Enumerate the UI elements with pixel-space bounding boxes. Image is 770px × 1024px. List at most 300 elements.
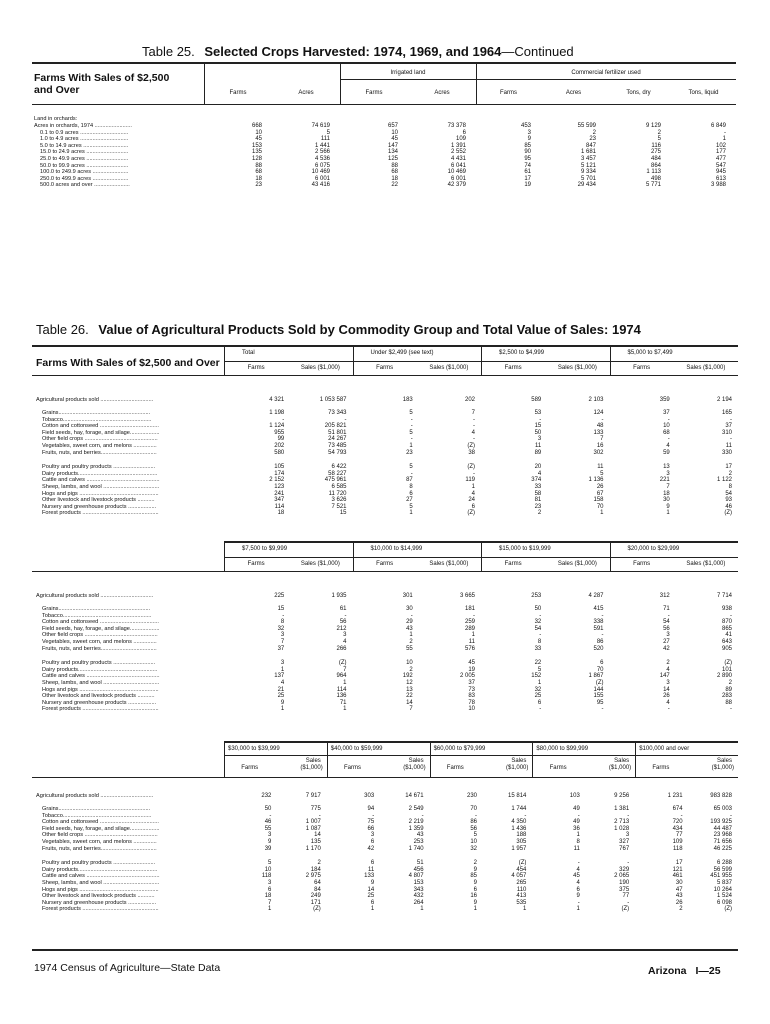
table26-col-farms: Farms: [446, 765, 464, 771]
table26-cell: -: [318, 812, 321, 819]
table26-cell: 26: [596, 484, 604, 490]
table26-cell: 327: [619, 839, 630, 845]
table25-cell: 19: [524, 182, 531, 189]
table26-cell: 2: [537, 510, 542, 517]
table26-cell: 7 521: [331, 503, 347, 510]
table26-cell: 71: [339, 699, 347, 706]
table26-cell: -: [473, 436, 475, 443]
table26-group-header: $7,500 to $9,999: [242, 546, 288, 552]
table26-cell: 434: [672, 825, 683, 832]
table26-cell: 1: [576, 832, 580, 839]
table26-cell: 5: [409, 464, 413, 471]
table26-cell: 205 821: [324, 423, 347, 430]
table26-cell: 4: [666, 443, 670, 449]
table25-title: Table 25. Selected Crops Harvested: 1974, 1969, and 1964—Continued: [142, 44, 574, 59]
table26-cell: 29: [406, 619, 413, 626]
table26-cell: 5: [473, 832, 477, 839]
table26-cell: 114: [274, 503, 285, 510]
table26-cell: (Z): [724, 510, 732, 517]
table26-col-farms: Farms: [549, 765, 567, 771]
table26-cell: 44 487: [713, 825, 732, 832]
table26-row-label: Tobacco.........................................................: [42, 612, 152, 619]
table26-cell: 50: [534, 606, 542, 612]
table26-cell: 24 267: [328, 436, 347, 443]
table26-col-sales: Sales ($1,000): [686, 365, 726, 371]
table25-group-irrigated: Irrigated land: [390, 70, 426, 76]
table25-cell: 6 849: [710, 123, 726, 129]
table26-cell: 99: [277, 436, 285, 443]
table25-col-header: Farms: [500, 90, 517, 96]
table26-cell: 1 381: [614, 806, 630, 812]
table25-row-label: 5.0 to 14.9 acres .............................: [40, 142, 129, 149]
table26-cell: 184: [310, 866, 321, 873]
table26-cell: -: [601, 632, 604, 639]
table26-cell: 152: [531, 673, 542, 680]
table26-cell: 3: [268, 880, 272, 886]
table26-cell: -: [667, 706, 670, 713]
table26-cell: 38: [468, 449, 475, 456]
table25-row-label: 0.1 to 0.9 acres ...............................: [40, 129, 129, 136]
table26-row-label: Other livestock and livestock products ...........: [42, 497, 155, 504]
table26-cell: 7: [471, 410, 475, 416]
table26-cell: 2: [666, 660, 670, 667]
table26-cell: 2 975: [305, 873, 321, 880]
table26-col-sales: Sales ($1,000): [686, 561, 726, 567]
table26-row-label: Hogs and pigs ...................................................: [42, 886, 159, 893]
table26-cell: 8: [728, 484, 732, 490]
table25-cell: 2 566: [314, 149, 330, 156]
table26-row-label: Agricultural products sold ..................................: [36, 397, 154, 403]
table25-col-header: Farms: [365, 90, 383, 96]
table25-cell: 109: [455, 136, 466, 143]
table26-cell: 37: [725, 423, 732, 430]
table26-cell: 1: [409, 632, 413, 639]
table26-cell: 4: [537, 470, 542, 477]
table26-cell: 1 957: [511, 845, 527, 852]
table26-group-header: $80,000 to $99,999: [536, 746, 589, 752]
table26-cell: 6 288: [716, 860, 732, 867]
table26-cell: 86: [470, 819, 477, 826]
table26-cell: 32: [534, 686, 542, 693]
table26-cell: -: [577, 860, 580, 867]
table26-cell: 253: [413, 839, 424, 845]
table26-cell: -: [577, 899, 580, 906]
table26-cell: -: [730, 812, 732, 819]
table25-cell: 10: [391, 129, 398, 136]
table26-cell: 7 917: [305, 793, 321, 799]
table26-cell: -: [372, 812, 375, 819]
table26-cell: 5: [537, 666, 542, 673]
table26-cell: 1: [343, 680, 347, 686]
table26-row-label: Vegetables, sweet corn, and melons ...............: [42, 639, 157, 645]
table26-cell: 27: [663, 639, 670, 645]
table26-cell: 9: [666, 503, 670, 510]
table26-group-header: $10,000 to $14,999: [370, 546, 423, 552]
table26-cell: 43: [416, 832, 424, 839]
table26-cell: -: [667, 612, 670, 619]
table25-row-label: 50.0 to 99.9 acres ...........................: [40, 162, 129, 169]
table25-cell: 73 378: [447, 123, 466, 129]
table25-cell: 74 619: [311, 123, 330, 129]
table26-cell: 2: [317, 860, 321, 867]
table26-cell: 68: [663, 429, 670, 436]
table26-cell: 46: [264, 819, 272, 826]
table26-cell: 121: [672, 866, 683, 873]
table26-col-farms: Farms: [343, 765, 361, 771]
table26-cell: 359: [659, 397, 670, 403]
table25-cell: 45: [391, 136, 398, 143]
table26-cell: 1: [409, 510, 413, 517]
table26-cell: 6 585: [331, 484, 347, 490]
table25-col-header: Acres: [565, 90, 582, 96]
table25-cell: 498: [650, 175, 661, 182]
table26-cell: 33: [534, 645, 542, 652]
table26-cell: 18: [277, 510, 285, 517]
table26-cell: 259: [464, 619, 475, 626]
table26-cell: 3: [370, 832, 375, 839]
table26-cell: 7: [343, 666, 347, 673]
table26-cell: 330: [721, 449, 732, 456]
table26-cell: 1: [280, 706, 285, 713]
table26-cell: 265: [516, 880, 527, 886]
table26-cell: 50: [264, 806, 272, 812]
table25-cell: 111: [320, 136, 330, 143]
table26-cell: 17: [675, 860, 683, 867]
table26-cell: 89: [725, 686, 732, 693]
table26-row-label: Poultry and poultry products ...........................: [42, 660, 156, 667]
table26-row-label: Fruits, nuts, and berries....................................: [42, 645, 157, 652]
table26-cell: 2 549: [408, 806, 424, 812]
table25-cell: 23: [589, 136, 596, 143]
table26-col-sales: Sales ($1,000): [557, 365, 597, 371]
table26-cell: 580: [274, 449, 285, 456]
table26-cell: 305: [516, 839, 527, 845]
table26-col-farms: Farms: [241, 765, 259, 771]
table25-cell: 9 129: [645, 123, 661, 129]
table26-cell: 1 744: [511, 806, 527, 812]
table25-cell: 6 001: [450, 175, 466, 182]
table26-cell: 11: [535, 443, 542, 449]
table26-col-sales: ($1,000): [608, 765, 632, 771]
table26-cell: 103: [569, 793, 580, 799]
table26-cell: 4 350: [511, 819, 527, 826]
table26-row-label: Nursery and greenhouse products ..................: [42, 899, 157, 906]
table26-cell: 983 828: [710, 793, 732, 799]
table26-cell: 1 867: [588, 673, 604, 680]
table26-row-label: Forest products .................................................: [42, 706, 159, 713]
table26-row-label: Grains...........................................................: [42, 606, 151, 612]
table26-cell: 9: [473, 866, 477, 873]
table26-cell: 32: [470, 845, 477, 852]
table26-row-label: Field seeds, hay, forage, and silage...................: [42, 825, 160, 832]
table26-cell: 9 256: [614, 793, 630, 799]
table26-row-label: Dairy products...................................................: [42, 866, 158, 873]
table25-cell: 68: [391, 169, 398, 176]
table26-cell: 22: [534, 660, 542, 667]
table26-cell: 77: [622, 893, 630, 900]
table26-cell: -: [680, 812, 683, 819]
table26-cell: 6: [268, 886, 272, 893]
table26-cell: 37: [468, 680, 475, 686]
table26-cell: 4: [576, 866, 580, 873]
table26-cell: -: [344, 416, 347, 423]
table26-col-sales: Sales: [716, 758, 732, 764]
table26-cell: 25: [277, 693, 285, 700]
table26-cell: (Z): [621, 906, 630, 913]
table26-cell: 9: [576, 893, 580, 900]
table26-cell: 4: [343, 639, 347, 645]
table25-cell: 125: [387, 156, 398, 162]
table25-cell: 2: [592, 129, 596, 136]
table25-cell: 6 075: [314, 162, 330, 169]
table26-cell: 3: [343, 632, 347, 639]
table26-cell: 32: [534, 619, 542, 626]
table26-col-farms: Farms: [633, 365, 651, 371]
table26-cell: 230: [466, 793, 477, 799]
table26-cell: 51 801: [328, 429, 347, 436]
table26-cell: 302: [593, 449, 604, 456]
table25-cell: 23: [255, 182, 262, 189]
table26-cell: 905: [721, 645, 732, 652]
table26-cell: 8: [280, 619, 285, 626]
table26-cell: 3: [666, 680, 670, 686]
table26-cell: -: [269, 812, 272, 819]
table25-col-header: Acres: [298, 90, 314, 96]
table26-cell: 456: [413, 866, 424, 873]
table26-cell: -: [730, 416, 732, 423]
table25-cell: 945: [715, 169, 726, 176]
table26-cell: 241: [274, 490, 285, 497]
table25-cell: 613: [715, 175, 726, 182]
table26-cell: 8: [576, 839, 580, 845]
table25-cell: 10: [255, 129, 262, 136]
table26-cell: 54: [725, 490, 732, 497]
table26-cell: 118: [673, 845, 683, 852]
footer-page: Arizona I—25: [648, 965, 721, 977]
table26-cell: 105: [274, 464, 285, 471]
table26-cell: 2: [409, 639, 413, 645]
table26-cell: 11: [573, 845, 580, 852]
table26-cell: 15: [339, 510, 347, 517]
table26-cell: 432: [413, 893, 424, 900]
table25-cell: 484: [650, 156, 661, 162]
table26-cell: -: [410, 470, 413, 477]
table26-row-label: Other field crops ...............................................: [42, 832, 158, 839]
table26-cell: 870: [721, 619, 732, 626]
table25-row-label: 15.0 to 24.9 acres ...........................: [40, 149, 129, 156]
table26-cell: 3 665: [459, 593, 475, 599]
table26-cell: (Z): [338, 660, 347, 667]
table25-cell: 2 552: [450, 149, 466, 156]
table26-row-label: Cotton and cottonseed ......................................: [42, 819, 159, 826]
table26-cell: 158: [593, 497, 604, 504]
table26-cell: -: [282, 416, 285, 423]
table25-cell: 6 041: [450, 162, 466, 169]
table25-cell: 3: [527, 129, 531, 136]
table26-cell: 133: [593, 429, 604, 436]
table26-cell: (Z): [467, 510, 475, 517]
table26-col-sales: Sales: [408, 758, 424, 764]
table25-cell: 668: [251, 123, 262, 129]
table26-row-label: Cattle and calves ...............................................: [42, 873, 160, 880]
table26-row-label: Dairy products...................................................: [42, 666, 158, 673]
table25-cell: 5 121: [580, 162, 596, 169]
table26-col-sales: ($1,000): [506, 765, 529, 771]
table26-cell: 83: [468, 693, 475, 700]
table25-cell: 6: [462, 129, 466, 136]
table25-cell: 4 536: [314, 156, 330, 162]
table26-row-label: Cattle and calves ...............................................: [42, 477, 160, 484]
table26-cell: 310: [721, 429, 732, 436]
table26-cell: 47: [675, 886, 683, 893]
table26-cell: 2 152: [269, 477, 285, 484]
table26-cell: 11: [725, 443, 732, 449]
table26-cell: 54: [663, 619, 670, 626]
table26-cell: 42: [663, 645, 670, 652]
table25-stub-heading: Farms With Sales of $2,500 and Over: [34, 72, 170, 96]
table26-cell: 11 720: [328, 490, 347, 497]
table26-row-label: Hogs and pigs ...................................................: [42, 686, 159, 693]
table26-cell: 283: [721, 693, 732, 700]
table26-row-label: Fruits, nuts, and berries....................................: [42, 845, 157, 852]
table25-cell: 5 701: [580, 175, 596, 182]
table26-cell: -: [577, 812, 580, 819]
table26-cell: 1 524: [716, 893, 732, 900]
table25-section-label: Land in orchards:: [34, 116, 78, 122]
table26-cell: 1 359: [408, 825, 424, 832]
table26-cell: 1: [343, 706, 347, 713]
table26-cell: 95: [596, 699, 604, 706]
table26-cell: 155: [593, 693, 604, 700]
table26-cell: 1 436: [511, 825, 527, 832]
table26-cell: 6: [370, 839, 375, 845]
table26-cell: 461: [672, 873, 683, 880]
table26-cell: 67: [596, 490, 604, 497]
table25-col-header: Tons, dry: [626, 90, 651, 96]
table26-cell: 101: [721, 666, 732, 673]
table26-cell: 56: [470, 825, 477, 832]
table26-cell: -: [410, 423, 413, 430]
table26-col-sales: Sales ($1,000): [429, 561, 469, 567]
table25-col-header: Farms: [229, 90, 247, 96]
table26-cell: 1: [537, 680, 542, 686]
table26-cell: -: [730, 706, 732, 713]
table26-cell: 264: [413, 899, 424, 906]
table26-cell: 1 124: [269, 423, 285, 430]
table26-cell: 413: [516, 893, 527, 900]
table26-cell: 58: [534, 490, 542, 497]
table26-row-label: Sheep, lambs, and wool ....................................: [42, 680, 160, 686]
table26-cell: 9: [473, 899, 477, 906]
table26-row-label: Cotton and cottonseed ......................................: [42, 619, 159, 626]
table26-cell: -: [539, 612, 542, 619]
table26-cell: 451 955: [710, 873, 732, 880]
table26-group-header: $30,000 to $39,999: [228, 746, 280, 752]
table26-cell: 7: [600, 436, 604, 443]
table26-cell: 109: [672, 839, 683, 845]
table26-cell: 6: [471, 503, 475, 510]
table26-cell: 56: [663, 625, 670, 632]
table26-cell: 1: [666, 510, 670, 517]
table26-cell: 45: [573, 873, 580, 880]
table25-cell: 85: [524, 142, 531, 149]
table26-cell: 1: [280, 666, 285, 673]
table26-cell: 73 485: [328, 443, 347, 449]
table26-cell: -: [421, 812, 424, 819]
table26-cell: 221: [659, 477, 670, 484]
table26-row-label: Field seeds, hay, forage, and silage...................: [42, 429, 160, 436]
table26-cell: 42: [367, 845, 375, 852]
table26-cell: 9: [268, 839, 272, 845]
table25-cell: 29 434: [577, 182, 596, 189]
table26-col-farms: Farms: [504, 561, 522, 567]
table26-cell: 25: [367, 893, 375, 900]
table26-cell: 48: [596, 423, 604, 430]
table26-row-label: Grains...........................................................: [42, 806, 151, 812]
table26-cell: 2: [728, 680, 732, 686]
table26-cell: 1 935: [331, 593, 347, 599]
table26-cell: 1 231: [667, 793, 683, 799]
table26-cell: 576: [464, 645, 475, 652]
table26-cell: 1 136: [588, 477, 604, 484]
table26-cell: 25: [534, 693, 542, 700]
table26-cell: (Z): [724, 660, 732, 667]
table25-cell: 5: [657, 136, 661, 143]
table26-cell: 202: [464, 397, 475, 403]
table26-cell: -: [667, 436, 670, 443]
table26-cell: 4: [666, 666, 670, 673]
table26-cell: 775: [310, 806, 321, 812]
table26-cell: 183: [402, 397, 413, 403]
table26-cell: 5: [409, 429, 413, 436]
table25-cell: 90: [524, 149, 531, 156]
table26-cell: 16: [470, 893, 477, 900]
table26-cell: 46 225: [713, 845, 732, 852]
table26-cell: 2 065: [614, 873, 630, 880]
table26-cell: 1: [268, 906, 272, 913]
table26-cell: 301: [402, 593, 413, 599]
table26-cell: 865: [721, 625, 732, 632]
table26-cell: 3: [280, 632, 285, 639]
table26-cell: 15: [534, 423, 542, 430]
table26-col-farms: Farms: [376, 561, 394, 567]
table26-cell: 23: [406, 449, 413, 456]
table26-row-label: Poultry and poultry products ...........................: [42, 860, 156, 867]
table26-cell: -: [627, 860, 630, 867]
table26-cell: (Z): [467, 464, 475, 471]
table26-cell: 18: [264, 893, 272, 900]
table25-cell: 128: [251, 156, 262, 162]
table26-cell: 88: [725, 699, 732, 706]
table26-cell: 15: [277, 606, 285, 612]
table26-cell: -: [473, 470, 475, 477]
table26-cell: 520: [593, 645, 604, 652]
table26-cell: 6 098: [716, 899, 732, 906]
table25-cell: 1 113: [646, 169, 661, 176]
table25-cell: 88: [391, 162, 398, 169]
table26-col-farms: Farms: [376, 365, 394, 371]
table26-cell: -: [475, 812, 477, 819]
table26-cell: 54: [534, 625, 542, 632]
table26-cell: 93: [725, 497, 732, 504]
table25-col-header: Tons, liquid: [688, 90, 719, 96]
table25-cell: 2: [657, 129, 661, 136]
table26-cell: 475 961: [324, 477, 347, 484]
table26-cell: 2 005: [459, 673, 475, 680]
table26-cell: 1 198: [269, 410, 285, 416]
table26-cell: -: [667, 416, 670, 423]
table26-row-label: Hogs and pigs ...................................................: [42, 490, 159, 497]
